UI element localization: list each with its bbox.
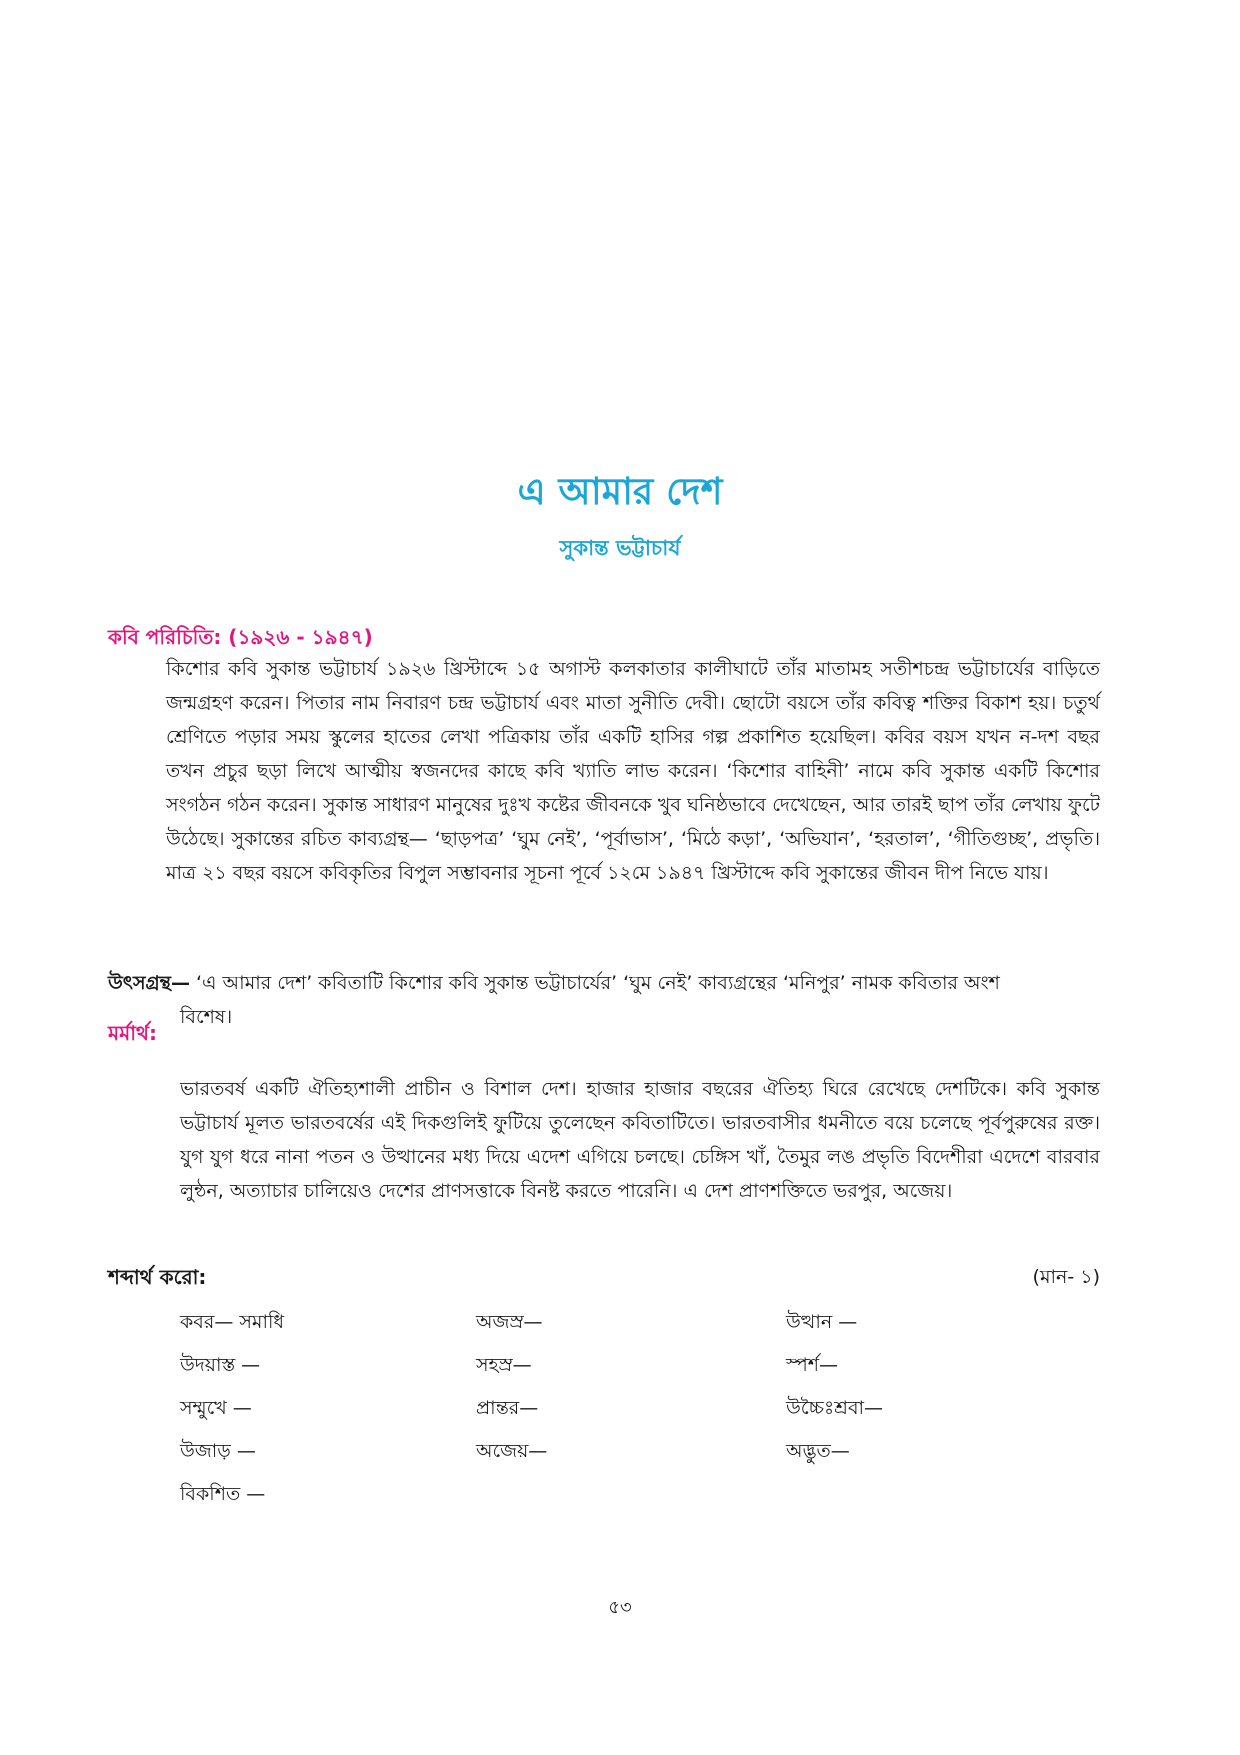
word-item: অজেয়— [476,1440,548,1462]
word-item: স্পর্শ— [786,1354,839,1376]
word-item: বিকশিত — [180,1483,266,1505]
source-section [108,966,1100,1034]
meaning-paragraph: ভারতবর্ষ একটি ঐতিহ্যশালী প্রাচীন ও বিশাল দেশ। হাজার হাজার বছরের ঐতিহ্য ঘিরে রেখেছে দেশটিকে। কবি সুকান্ত ভট্টাচার্য মূলত ভারতবর্ষের এই দিকগুলিই ফুটিয়ে তুলেছেন কবিতাটিতে। ভারতবাসীর ধমনীতে বয়ে চলেছে পূর্বপুরুষের রক্ত। যুগ যুগ ধরে নানা পতন ও উত্থানের মধ্য দিয়ে এদেশ এগিয়ে চলছে। চেঙ্গিস খাঁ, তৈমুর লঙ প্রভৃতি বিদেশীরা এদেশে বারবার লুন্ঠন, অত্যাচার চালিয়েও দেশের প্রাণসত্তাকে বিনষ্ট করতে পারেনি। এ দেশ প্রাণশক্তিতে ভরপুর, অজেয়। [180,1078,1100,1202]
word-item: কবর— সমাধি [180,1311,285,1333]
marks-label: (মান- ১) [1032,1266,1100,1288]
word-item: সম্মুখে — [180,1397,252,1419]
word-item: প্রান্তর— [476,1397,539,1419]
source-text: ‘এ আমার দেশ’ কবিতাটি কিশোর কবি সুকান্ত ভট্টাচার্যের’ ‘ঘুম নেই’ কাব্যগ্রন্থের ‘মনিপুর’ নামক কবিতার অংশ [196,972,1000,994]
poet-intro-paragraph: কিশোর কবি সুকান্ত ভট্টাচার্য ১৯২৬ খ্রিস্টাব্দে ১৫ অগাস্ট কলকাতার কালীঘাটে তাঁর মাতামহ সতীশচন্দ্র ভট্টাচার্যের বাড়িতে জন্মগ্রহণ করেন। পিতার নাম নিবারণ চন্দ্র ভট্টাচার্য এবং মাতা সুনীতি দেবী। ছোটো বয়সে তাঁর কবিত্ব শক্তির বিকাশ হয়। চতুর্থ শ্রেণিতে পড়ার সময় স্কুলের হাতের লেখা পত্রিকায় তাঁর একটি হাসির গল্প প্রকাশিত হয়েছিল। কবির বয়স যখন ন-দশ বছর তখন প্রচুর ছড়া লিখে আত্মীয় স্বজনদের কাছে কবি খ্যাতি লাভ করেন। ‘কিশোর বাহিনী’ নামে কবি সুকান্ত একটি কিশোর সংগঠন গঠন করেন। সুকান্ত সাধারণ মানুষের দুঃখ কষ্টের জীবনকে খুব ঘনিষ্ঠভাবে দেখেছেন, আর তারই ছাপ তাঁর লেখায় ফুটে উঠেছে। সুকান্তের রচিত কাব্যগ্রন্থ— ‘ছাড়পত্র’ ‘ঘুম নেই’, ‘পূর্বাভাস’, ‘মিঠে কড়া’, ‘অভিযান’, ‘হরতাল’, ‘গীতিগুচ্ছ’, প্রভৃতি। মাত্র ২১ বছর বয়সে কবিকৃতির বিপুল সম্ভাবনার সূচনা পূর্বে ১২মে ১৯৪৭ খ্রিস্টাব্দে কবি সুকান্তের জীবন দীপ নিভে যায়। [166,658,1100,884]
word-item: সহস্র— [476,1354,532,1376]
word-item: উজাড় — [180,1440,256,1462]
source-label: উৎসগ্রন্থ— [108,972,190,994]
word-meanings-heading: শব্দার্থ করো: [108,1265,207,1289]
word-meanings-grid [180,1306,1080,1511]
word-item: উদয়াস্ত — [180,1354,261,1376]
page-number: ৫৩ [608,1597,632,1618]
word-item: উচ্চৈঃশ্রবা— [786,1397,884,1419]
poem-author: সুকান্ত ভট্টাচার্য [559,536,681,560]
meaning-heading: মর্মার্থ: [108,1021,157,1045]
word-item: অজস্র— [476,1311,543,1333]
word-item: অদ্ভুত— [786,1440,850,1462]
page-title: এ আমার দেশ [517,470,723,513]
poet-intro-heading: কবি পরিচিতি: (১৯২৬ - ১৯৪৭) [108,625,373,649]
word-item: উত্থান — [786,1311,858,1333]
source-continuation: বিশেষ। [180,1006,233,1028]
